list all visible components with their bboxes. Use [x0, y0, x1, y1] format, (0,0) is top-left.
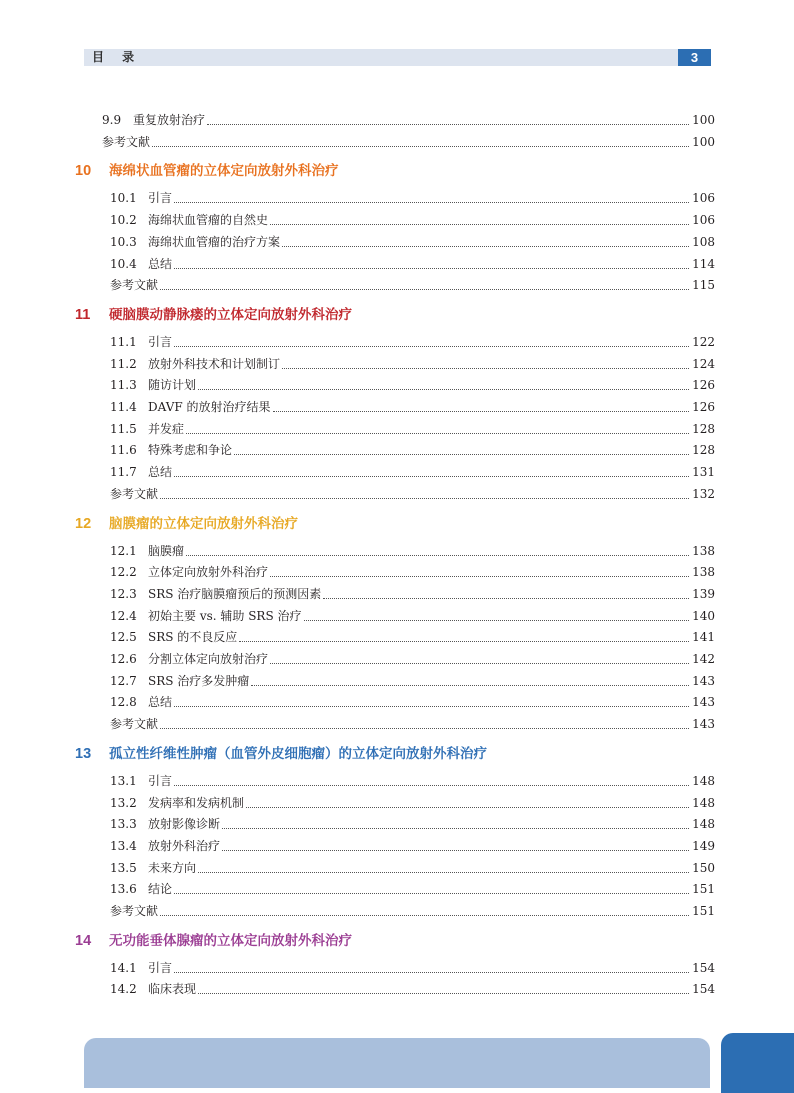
toc-entry-page: 154: [692, 982, 715, 997]
toc-entry-title: 初始主要 vs. 辅助 SRS 治疗: [148, 608, 302, 623]
toc-entry-title: 并发症: [148, 421, 185, 436]
toc-entry-page: 141: [692, 630, 715, 645]
dot-leader: [222, 828, 689, 829]
toc-entry-page: 100: [692, 134, 715, 149]
dot-leader: [174, 268, 689, 269]
toc-entry-page: 138: [692, 543, 715, 558]
toc-entry-number: 10.2: [110, 213, 137, 228]
toc-entry[interactable]: [110, 357, 715, 372]
toc-entry-page: 124: [692, 356, 715, 371]
toc-entry-number: 13.1: [110, 773, 137, 788]
toc-entry-title: 参考文献: [110, 904, 159, 918]
dot-leader: [198, 993, 689, 994]
toc-entry-number: 13.3: [110, 817, 137, 832]
chapter-title: 脑膜瘤的立体定向放射外科治疗: [109, 515, 298, 531]
toc-entry-number: 11.1: [110, 334, 137, 349]
toc-entry-title: 参考文献: [102, 134, 151, 149]
toc-entry-title: 参考文献: [110, 717, 159, 732]
toc-entry-number: 12.2: [110, 565, 137, 580]
chapter-title: 孤立性纤维性肿瘤（血管外皮细胞瘤）的立体定向放射外科治疗: [109, 745, 487, 761]
toc-entry[interactable]: [110, 422, 715, 437]
toc-entry[interactable]: [110, 565, 715, 580]
toc-entry-title: 总结: [148, 256, 173, 271]
toc-entry-page: 114: [692, 256, 715, 271]
toc-entry-title: 结论: [148, 882, 173, 897]
toc-entry-title: 重复放射治疗: [133, 113, 206, 127]
toc-entry-page: 154: [692, 960, 715, 975]
toc-entry-title: 临床表现: [148, 982, 197, 997]
dot-leader: [323, 598, 689, 599]
toc-entry-page: 150: [692, 860, 715, 875]
chapter-number: 11: [75, 306, 91, 323]
toc-entry-title: 放射外科技术和计划制订: [148, 356, 281, 371]
toc-entry-number: 12.1: [110, 543, 137, 558]
toc-entry-page: 148: [692, 795, 715, 810]
toc-entry-number: 11.5: [110, 421, 137, 436]
dot-leader: [186, 555, 689, 556]
dot-leader: [160, 289, 689, 290]
chapter-number: 13: [75, 745, 92, 762]
chapter-number: 14: [75, 932, 92, 949]
toc-entry-title: 引言: [148, 191, 173, 206]
dot-leader: [251, 685, 689, 686]
toc-entry-number: 12.4: [110, 608, 137, 623]
footer-tab: [721, 1033, 794, 1093]
toc-entry[interactable]: [110, 191, 715, 206]
toc-entry-title: 发病率和发病机制: [148, 795, 245, 810]
toc-entry-number: 11.3: [110, 378, 137, 393]
toc-entry-title: 未来方向: [148, 860, 197, 875]
toc-entry-page: 143: [692, 717, 715, 732]
toc-entry-number: 13.6: [110, 882, 137, 897]
toc-entry-number: 13.4: [110, 838, 137, 853]
toc-entry-page: 148: [692, 773, 715, 788]
toc-entry[interactable]: [110, 861, 715, 876]
toc-entry-number: 12.6: [110, 652, 137, 666]
toc-entry[interactable]: [110, 882, 715, 897]
toc-entry-page: 140: [692, 608, 715, 623]
dot-leader: [273, 411, 690, 412]
toc-entry-number: 12.5: [110, 630, 137, 645]
toc-entry-page: 126: [692, 400, 715, 414]
toc-entry-page: 143: [692, 695, 715, 710]
chapter-heading[interactable]: [75, 515, 298, 533]
toc-entry-page: 149: [692, 838, 715, 853]
toc-entry-number: 9.9: [102, 113, 122, 127]
toc-entry-title: 随访计划: [148, 378, 197, 393]
toc-entry[interactable]: [110, 839, 715, 854]
dot-leader: [160, 915, 689, 916]
toc-entry[interactable]: [110, 465, 715, 480]
toc-entry-number: 11.6: [110, 443, 137, 458]
toc-entry-number: 14.1: [110, 960, 137, 975]
toc-entry-title: 总结: [148, 695, 173, 710]
toc-entry-page: 126: [692, 378, 715, 393]
toc-entry-title: 放射外科治疗: [148, 838, 221, 853]
chapter-title: 无功能垂体腺瘤的立体定向放射外科治疗: [109, 932, 352, 948]
toc-entry-page: 131: [692, 465, 715, 480]
dot-leader: [222, 850, 689, 851]
toc-entry-page: 143: [692, 673, 715, 688]
toc-entry-title: 海绵状血管瘤的自然史: [148, 213, 269, 228]
toc-entry-page: 151: [692, 882, 715, 897]
toc-entry-title: 海绵状血管瘤的治疗方案: [148, 234, 281, 249]
toc-entry-title: DAVF 的放射治疗结果: [148, 400, 271, 414]
toc-entry-title: 参考文献: [110, 486, 159, 501]
dot-leader: [282, 368, 689, 369]
toc-entry[interactable]: [110, 400, 715, 415]
toc-entry[interactable]: [110, 587, 715, 602]
toc-entry-page: 106: [692, 213, 715, 228]
toc-entry[interactable]: [110, 235, 715, 250]
toc-entry[interactable]: [110, 817, 715, 832]
toc-entry-title: 引言: [148, 334, 173, 349]
chapter-heading[interactable]: [75, 745, 487, 763]
toc-entry-page: 108: [692, 234, 715, 249]
toc-entry[interactable]: [110, 544, 715, 559]
header-bar: [84, 49, 678, 66]
toc-entry-number: 13.5: [110, 860, 137, 875]
toc-entry[interactable]: [110, 443, 715, 458]
toc-entry-page: 128: [692, 443, 715, 458]
toc-entry-page: 100: [692, 113, 715, 127]
toc-entry-number: 10.3: [110, 234, 137, 249]
toc-entry-title: 分割立体定向放射治疗: [148, 652, 269, 666]
toc-references-entry[interactable]: [110, 717, 715, 732]
toc-entry-page: 128: [692, 421, 715, 436]
toc-entry-title: SRS 的不良反应: [148, 630, 238, 645]
dot-leader: [152, 146, 689, 147]
toc-entry-number: 10.1: [110, 191, 137, 206]
dot-leader: [174, 202, 689, 203]
toc-entry-number: 12.3: [110, 586, 137, 601]
toc-entry[interactable]: [110, 695, 715, 710]
dot-leader: [160, 728, 689, 729]
dot-leader: [234, 454, 689, 455]
toc-entry-page: 122: [692, 334, 715, 349]
toc-references-entry[interactable]: [110, 487, 715, 502]
toc-entry[interactable]: [110, 982, 715, 997]
toc-entry-title: 引言: [148, 960, 173, 975]
dot-leader: [174, 972, 689, 973]
toc-entry-title: 特殊考虑和争论: [148, 443, 233, 458]
toc-entry-page: 151: [692, 904, 715, 918]
dot-leader: [174, 893, 689, 894]
toc-entry-title: 立体定向放射外科治疗: [148, 565, 269, 580]
toc-entry[interactable]: [110, 961, 715, 976]
toc-entry-page: 139: [692, 586, 715, 601]
dot-leader: [174, 785, 689, 786]
toc-entry-page: 142: [692, 652, 715, 666]
dot-leader: [270, 576, 689, 577]
toc-entry[interactable]: [110, 378, 715, 393]
toc-entry-page: 148: [692, 817, 715, 832]
toc-entry-page: 115: [692, 278, 715, 293]
toc-entry-number: 14.2: [110, 982, 137, 997]
chapter-title: 海绵状血管瘤的立体定向放射外科治疗: [109, 163, 339, 179]
dot-leader: [174, 346, 689, 347]
toc-entry-title: 参考文献: [110, 278, 159, 293]
toc-entry[interactable]: [110, 796, 715, 811]
toc-entry-title: SRS 治疗多发肿瘤: [148, 673, 250, 688]
dot-leader: [246, 807, 689, 808]
chapter-heading[interactable]: [75, 932, 352, 950]
page-number: 3: [678, 49, 711, 66]
toc-entry[interactable]: [110, 335, 715, 350]
toc-entry-number: 12.7: [110, 673, 137, 688]
toc-entry[interactable]: [110, 609, 715, 624]
toc-references-entry[interactable]: [102, 135, 715, 150]
toc-entry[interactable]: [110, 774, 715, 789]
dot-leader: [160, 498, 689, 499]
dot-leader: [239, 641, 689, 642]
toc-entry[interactable]: [102, 113, 715, 128]
toc-references-entry[interactable]: [110, 904, 715, 919]
toc-entry-number: 11.7: [110, 465, 137, 480]
dot-leader: [174, 476, 689, 477]
chapter-heading[interactable]: [75, 306, 352, 324]
toc-entry-number: 12.8: [110, 695, 137, 710]
toc-entry-title: 脑膜瘤: [148, 543, 185, 558]
toc-entry-number: 13.2: [110, 795, 137, 810]
toc-entry-page: 138: [692, 565, 715, 580]
dot-leader: [270, 224, 689, 225]
toc-entry[interactable]: [110, 674, 715, 689]
dot-leader: [198, 872, 689, 873]
dot-leader: [186, 433, 689, 434]
footer-bar: [84, 1038, 710, 1088]
dot-leader: [207, 124, 689, 125]
dot-leader: [304, 620, 690, 621]
toc-entry-number: 10.4: [110, 256, 137, 271]
toc-entry[interactable]: [110, 257, 715, 272]
dot-leader: [174, 706, 689, 707]
dot-leader: [198, 389, 689, 390]
dot-leader: [270, 663, 689, 664]
toc-entry[interactable]: [110, 213, 715, 228]
toc-entry[interactable]: [110, 652, 715, 667]
toc-entry-page: 106: [692, 191, 715, 206]
toc-entry-page: 132: [692, 486, 715, 501]
toc-entry-number: 11.2: [110, 356, 137, 371]
toc-references-entry[interactable]: [110, 278, 715, 293]
chapter-number: 12: [75, 515, 92, 532]
chapter-heading[interactable]: [75, 162, 339, 180]
toc-entry-title: 引言: [148, 773, 173, 788]
dot-leader: [282, 246, 689, 247]
chapter-title: 硬脑膜动静脉瘘的立体定向放射外科治疗: [109, 306, 352, 322]
toc-entry-title: 放射影像诊断: [148, 817, 221, 832]
header-title: 目 录: [92, 50, 142, 64]
toc-entry-title: SRS 治疗脑膜瘤预后的预测因素: [148, 586, 322, 601]
toc-entry-title: 总结: [148, 465, 173, 480]
chapter-number: 10: [75, 163, 92, 180]
toc-entry[interactable]: [110, 630, 715, 645]
toc-entry-number: 11.4: [110, 400, 137, 414]
